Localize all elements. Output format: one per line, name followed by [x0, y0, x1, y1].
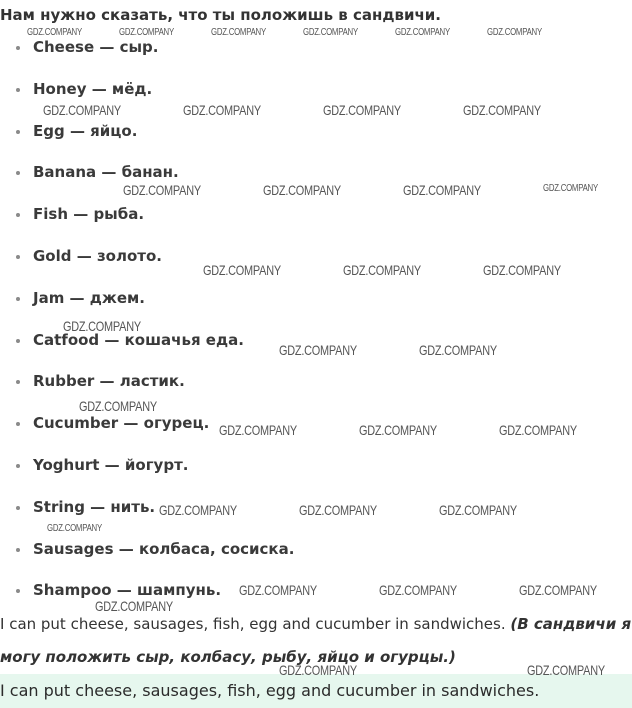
list-item — [0, 80, 632, 122]
vocabulary-item: Shampoo — шампунь. — [33, 581, 222, 600]
watermark: GDZ.COMPANY — [119, 27, 174, 38]
bullet-icon — [16, 171, 20, 175]
vocabulary-item: Egg — яйцо. — [33, 121, 138, 140]
list-item — [0, 414, 632, 456]
watermark: GDZ.COMPANY — [379, 582, 457, 598]
watermark: GDZ.COMPANY — [123, 182, 201, 198]
watermark: GDZ.COMPANY — [79, 398, 157, 414]
example-sentence — [0, 608, 631, 641]
watermark: GDZ.COMPANY — [359, 422, 437, 438]
vocabulary-item: Cheese — сыр. — [33, 38, 159, 56]
list-item — [0, 372, 632, 414]
list-item — [0, 205, 632, 247]
answer-box — [0, 674, 632, 708]
vocabulary-item: String — нить. — [33, 497, 156, 516]
answer-text: I can put cheese, sausages, fish, egg and cucumber in sandwiches. — [0, 681, 540, 700]
vocabulary-list — [0, 38, 632, 623]
bullet-icon — [16, 589, 20, 593]
example-sentence-continued — [0, 641, 456, 674]
bullet-icon — [16, 464, 20, 468]
vocabulary-item: Yoghurt — йогурт. — [33, 455, 189, 474]
watermark: GDZ.COMPANY — [159, 502, 237, 518]
bullet-icon — [16, 130, 20, 134]
watermark: GDZ.COMPANY — [95, 598, 173, 614]
sentence-translation-start: (В сандвичи я — [510, 615, 632, 633]
list-item — [0, 289, 632, 331]
watermark: GDZ.COMPANY — [463, 102, 541, 118]
watermark: GDZ.COMPANY — [543, 183, 598, 194]
watermark: GDZ.COMPANY — [279, 342, 357, 358]
watermark: GDZ.COMPANY — [395, 27, 450, 38]
watermark: GDZ.COMPANY — [63, 318, 141, 334]
watermark: GDZ.COMPANY — [299, 502, 377, 518]
sentence-translation-end: могу положить сыр, колбасу, рыбу, яйцо и огурцы.) — [0, 648, 456, 666]
bullet-icon — [16, 422, 20, 426]
list-item — [0, 122, 632, 164]
watermark: GDZ.COMPANY — [403, 182, 481, 198]
watermark: GDZ.COMPANY — [323, 102, 401, 118]
watermark: GDZ.COMPANY — [211, 27, 266, 38]
vocabulary-item: Rubber — ластик. — [33, 372, 185, 391]
watermark: GDZ.COMPANY — [419, 342, 497, 358]
page-title: Нам нужно сказать, что ты положишь в сандвичи. — [0, 6, 441, 24]
watermark: GDZ.COMPANY — [219, 422, 297, 438]
bullet-icon — [16, 548, 20, 552]
watermark: GDZ.COMPANY — [487, 27, 542, 38]
vocabulary-item: Banana — банан. — [33, 163, 179, 182]
watermark: GDZ.COMPANY — [47, 523, 102, 534]
vocabulary-item: Honey — мёд. — [33, 79, 153, 98]
watermark: GDZ.COMPANY — [27, 27, 82, 38]
list-item — [0, 331, 632, 373]
bullet-icon — [16, 46, 20, 50]
bullet-icon — [16, 506, 20, 510]
bullet-icon — [16, 339, 20, 343]
bullet-icon — [16, 255, 20, 259]
watermark: GDZ.COMPANY — [183, 102, 261, 118]
bullet-icon — [16, 380, 20, 384]
bullet-icon — [16, 213, 20, 217]
vocabulary-item: Sausages — колбаса, сосиска. — [33, 539, 295, 558]
list-item — [0, 163, 632, 205]
watermark: GDZ.COMPANY — [279, 662, 357, 678]
vocabulary-item: Fish — рыба. — [33, 205, 145, 224]
watermark: GDZ.COMPANY — [43, 102, 121, 118]
vocabulary-item: Catfood — кошачья еда. — [33, 330, 244, 349]
bullet-icon — [16, 297, 20, 301]
vocabulary-item: Gold — золото. — [33, 246, 162, 265]
vocabulary-item: Cucumber — огурец. — [33, 414, 210, 433]
list-item — [0, 247, 632, 289]
watermark: GDZ.COMPANY — [499, 422, 577, 438]
list-item — [0, 456, 632, 498]
sentence-english: I can put cheese, sausages, fish, egg and cucumber in sandwiches. — [0, 615, 506, 633]
watermark: GDZ.COMPANY — [263, 182, 341, 198]
watermark: GDZ.COMPANY — [519, 582, 597, 598]
watermark: GDZ.COMPANY — [303, 27, 358, 38]
list-item — [0, 498, 632, 540]
watermark: GDZ.COMPANY — [239, 582, 317, 598]
vocabulary-item: Jam — джем. — [33, 288, 145, 307]
bullet-icon — [16, 88, 20, 92]
list-item — [0, 540, 632, 582]
list-item — [0, 38, 632, 80]
watermark: GDZ.COMPANY — [527, 662, 605, 678]
watermark: GDZ.COMPANY — [203, 262, 281, 278]
watermark: GDZ.COMPANY — [343, 262, 421, 278]
watermark: GDZ.COMPANY — [439, 502, 517, 518]
watermark: GDZ.COMPANY — [483, 262, 561, 278]
